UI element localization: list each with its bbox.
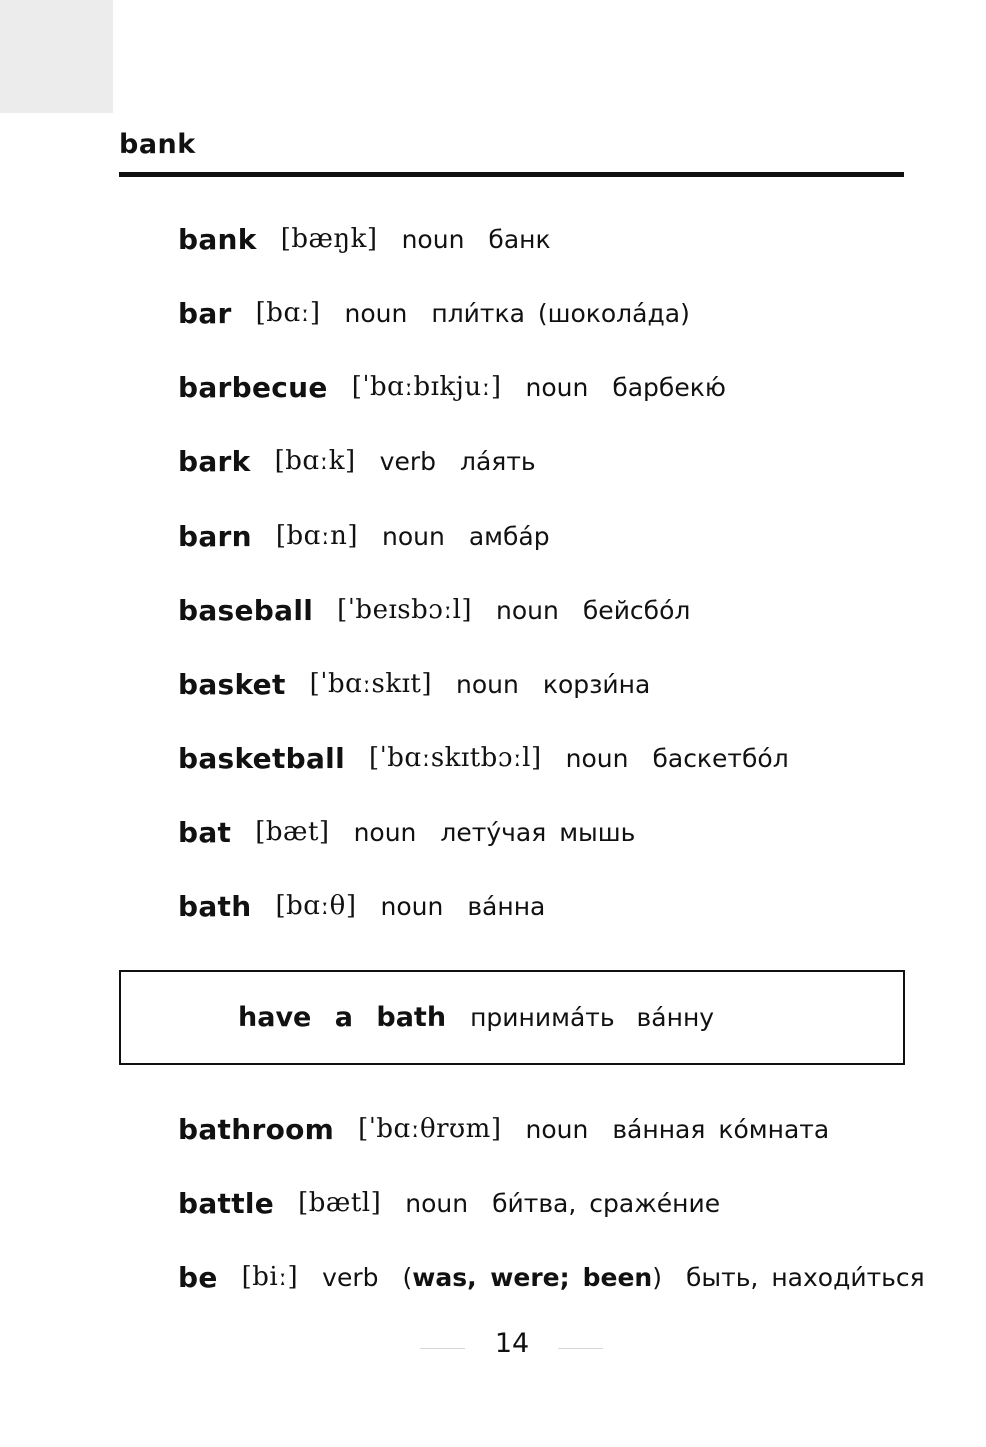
part-of-speech: verb — [379, 446, 436, 476]
page-number: 14 — [494, 1328, 530, 1359]
phrase-box — [119, 970, 905, 1065]
dictionary-entry — [178, 365, 726, 409]
headword: bath — [178, 889, 252, 923]
header-rule — [119, 172, 904, 177]
headword: basketball — [178, 741, 345, 775]
part-of-speech: noun — [353, 817, 417, 847]
translation: ла́ять — [460, 446, 536, 476]
dictionary-entry — [178, 810, 635, 854]
part-of-speech: noun — [496, 595, 559, 625]
translation: бейсбо́л — [582, 595, 691, 625]
part-of-speech: noun — [380, 891, 444, 921]
verb-forms — [402, 1263, 661, 1292]
headword: barbecue — [178, 370, 328, 404]
past-forms: was, were; — [412, 1262, 570, 1292]
transcription: [ˈbɑːbɪkjuː] — [351, 372, 502, 402]
transcription: [bɑːθ] — [275, 891, 357, 921]
headword: basket — [178, 667, 286, 701]
translation: быть, находи́ться — [685, 1262, 925, 1292]
part-of-speech: noun — [525, 372, 589, 402]
phrase-example — [238, 995, 714, 1039]
headword: be — [178, 1260, 218, 1294]
headword: bathroom — [178, 1112, 335, 1146]
transcription: [ˈbeɪsbɔːl] — [337, 595, 473, 625]
transcription: [ˈbɑːskɪtbɔːl] — [368, 743, 542, 773]
dictionary-entry — [178, 439, 536, 483]
transcription: [bætl] — [298, 1188, 382, 1218]
part-of-speech: noun — [525, 1114, 589, 1144]
dictionary-entry — [178, 662, 650, 706]
phrase-english: have a bath — [238, 1001, 447, 1033]
transcription: [bæŋk] — [280, 224, 378, 254]
dictionary-entry — [178, 291, 690, 335]
translation: баскетбо́л — [652, 743, 789, 773]
headword: bat — [178, 815, 232, 849]
part-of-speech: noun — [405, 1188, 469, 1218]
corner-thumb-tab — [0, 0, 113, 113]
page-number-rule-right — [558, 1348, 603, 1349]
part-of-speech: noun — [381, 521, 445, 551]
participle-form: been — [582, 1262, 653, 1292]
part-of-speech: noun — [456, 669, 519, 699]
translation: ва́нная ко́мната — [612, 1114, 830, 1144]
transcription: [bɑːk] — [274, 446, 356, 476]
part-of-speech: noun — [401, 224, 465, 254]
dictionary-entry — [178, 1107, 829, 1151]
dictionary-entry — [178, 736, 789, 780]
forms-open-paren: ( — [402, 1262, 413, 1292]
translation: корзи́на — [542, 669, 651, 699]
transcription: [ˈbɑːskɪt] — [309, 669, 432, 699]
translation: банк — [488, 224, 551, 254]
translation: амба́р — [468, 521, 550, 551]
translation: барбекю́ — [612, 372, 726, 402]
part-of-speech: verb — [322, 1262, 379, 1292]
headword: bark — [178, 444, 251, 478]
headword: battle — [178, 1186, 275, 1220]
headword: bar — [178, 296, 232, 330]
translation: лету́чая мышь — [440, 817, 636, 847]
part-of-speech: noun — [344, 298, 408, 328]
dictionary-entry — [178, 514, 550, 558]
dictionary-entry — [178, 217, 551, 261]
translation: ва́нна — [467, 891, 546, 921]
dictionary-entry — [178, 588, 690, 632]
phrase-translation: принима́ть ва́нну — [470, 1002, 715, 1032]
forms-close-paren: ) — [652, 1262, 662, 1292]
headword: baseball — [178, 593, 314, 627]
headword: bank — [178, 222, 257, 256]
transcription: [biː] — [241, 1262, 299, 1292]
dictionary-entry — [178, 884, 545, 928]
transcription: [bɑː] — [255, 298, 321, 328]
headword: barn — [178, 519, 252, 553]
dictionary-entry — [178, 1181, 720, 1225]
transcription: [bɑːn] — [275, 521, 358, 551]
translation: би́тва, сраже́ние — [492, 1188, 721, 1218]
translation: пли́тка (шокола́да) — [431, 298, 690, 328]
dictionary-entry — [178, 1255, 925, 1299]
part-of-speech: noun — [565, 743, 629, 773]
running-head: bank — [119, 129, 196, 160]
transcription: [ˈbɑːθrʊm] — [358, 1114, 502, 1144]
transcription: [bæt] — [255, 817, 330, 847]
